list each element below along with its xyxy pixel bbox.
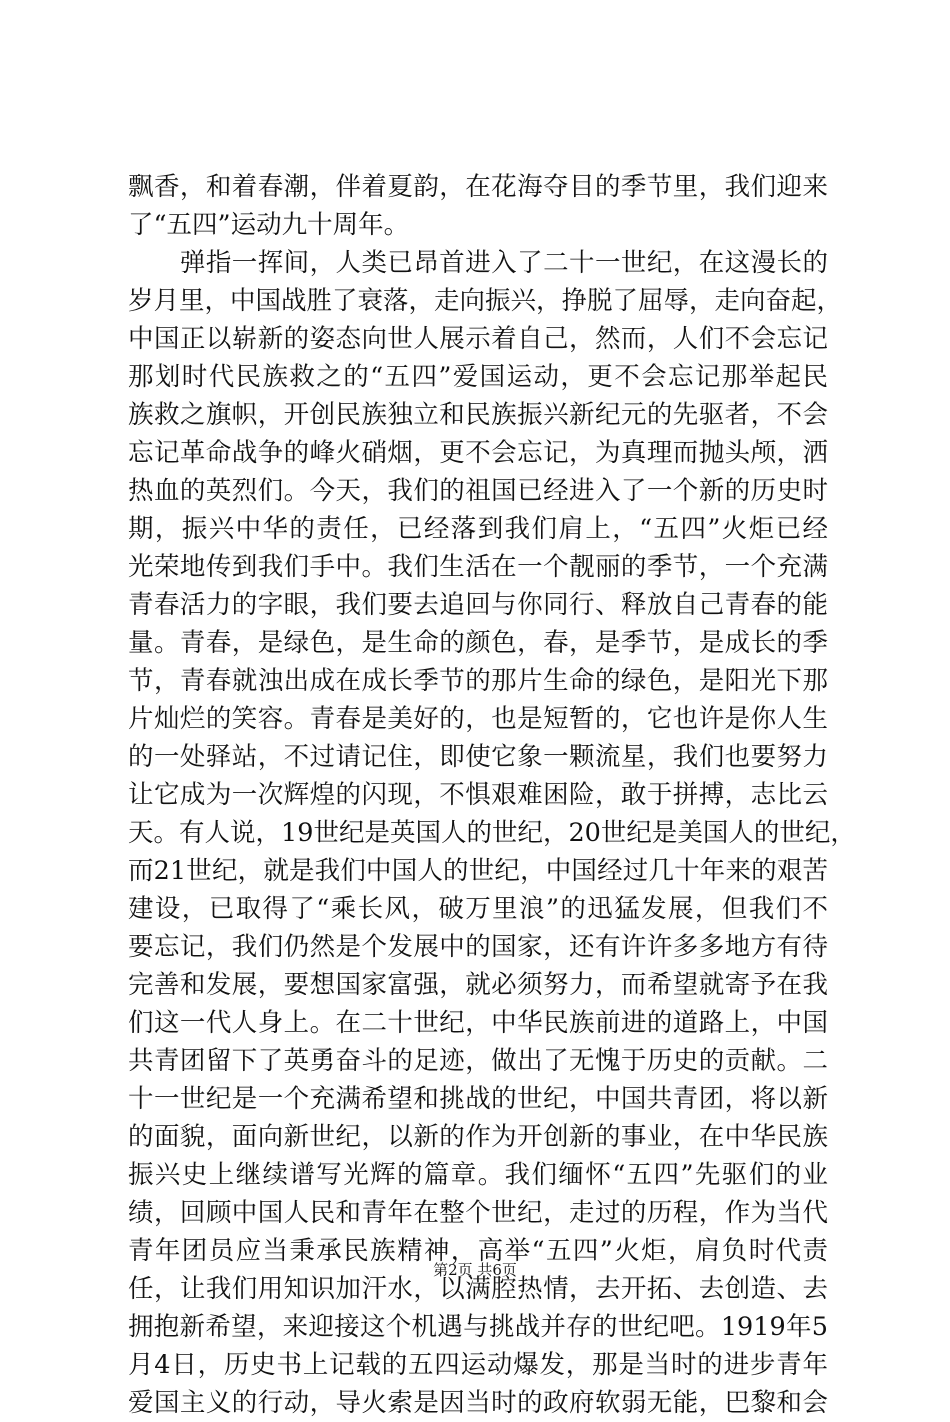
text-line: 们这一代人身上。在二十世纪，中华民族前进的道路上，中国 (128, 1008, 828, 1038)
text-line: 任，让我们用知识加汗水，以满腔热情，去开拓、去创造、去 (128, 1274, 828, 1304)
text-line: 族救之旗帜，开创民族独立和民族振兴新纪元的先驱者，不会 (128, 400, 828, 430)
page-footer: 第2页 共6页 (433, 1261, 517, 1279)
text-line: 了“五四”运动九十周年。 (128, 210, 410, 240)
text-line: 青春活力的字眼，我们要去追回与你同行、释放自己青春的能 (128, 590, 828, 620)
text-line: 绩，回顾中国人民和青年在整个世纪，走过的历程，作为当代 (128, 1198, 828, 1228)
text-line: 光荣地传到我们手中。我们生活在一个靓丽的季节，一个充满 (128, 552, 828, 582)
text-line: 飘香，和着春潮，伴着夏韵，在花海夺目的季节里，我们迎来 (128, 172, 828, 202)
text-line: 天。有人说，19世纪是英国人的世纪，20世纪是美国人的世纪， (128, 818, 856, 848)
text-line: 而21世纪，就是我们中国人的世纪，中国经过几十年来的艰苦 (128, 856, 828, 886)
text-line: 的面貌，面向新世纪，以新的作为开创新的事业，在中华民族 (128, 1122, 828, 1152)
text-line: 要忘记，我们仍然是个发展中的国家，还有许许多多地方有待 (128, 932, 828, 962)
text-line: 建设，已取得了“乘长风，破万里浪”的迅猛发展，但我们不 (128, 894, 828, 924)
text-line: 青年团员应当秉承民族精神，高举“五四”火炬，肩负时代责 (128, 1236, 828, 1266)
text-line: 热血的英烈们。今天，我们的祖国已经进入了一个新的历史时 (128, 476, 828, 506)
text-line: 期，振兴中华的责任，已经落到我们肩上，“五四”火炬已经 (128, 514, 828, 544)
text-line: 共青团留下了英勇奋斗的足迹，做出了无愧于历史的贡献。二 (128, 1046, 828, 1076)
text-line: 节，青春就浊出成在成长季节的那片生命的绿色，是阳光下那 (128, 666, 828, 696)
text-line: 爱国主义的行动，导火索是因当时的政府软弱无能，巴黎和会 (128, 1388, 828, 1418)
text-line: 让它成为一次辉煌的闪现，不惧艰难困险，敢于拼搏，志比云 (128, 780, 828, 810)
text-line: 量。青春，是绿色，是生命的颜色，春，是季节，是成长的季 (128, 628, 828, 658)
text-line: 忘记革命战争的峰火硝烟，更不会忘记，为真理而抛头颅，洒 (128, 438, 828, 468)
text-line: 的一处驿站，不过请记住，即使它象一颗流星，我们也要努力 (128, 742, 828, 772)
text-line: 拥抱新希望，来迎接这个机遇与挑战并存的世纪吧。1919年5 (128, 1312, 828, 1342)
text-line: 振兴史上继续谱写光辉的篇章。我们缅怀“五四”先驱们的业 (128, 1160, 828, 1190)
text-line: 中国正以崭新的姿态向世人展示着自己，然而，人们不会忘记 (128, 324, 828, 354)
text-line: 片灿烂的笑容。青春是美好的，也是短暂的，它也许是你人生 (128, 704, 828, 734)
text-line: 那划时代民族救之的“五四”爱国运动，更不会忘记那举起民 (128, 362, 828, 392)
document-body (128, 168, 856, 1422)
text-line: 十一世纪是一个充满希望和挑战的世纪，中国共青团，将以新 (128, 1084, 828, 1114)
text-line: 月4日，历史书上记载的五四运动爆发，那是当时的进步青年 (128, 1350, 828, 1380)
text-line: 弹指一挥间，人类已昂首进入了二十一世纪，在这漫长的 (128, 248, 828, 278)
text-line: 完善和发展，要想国家富强，就必须努力，而希望就寄予在我 (128, 970, 828, 1000)
text-line: 岁月里，中国战胜了衰落，走向振兴，挣脱了屈辱，走向奋起， (128, 286, 843, 316)
